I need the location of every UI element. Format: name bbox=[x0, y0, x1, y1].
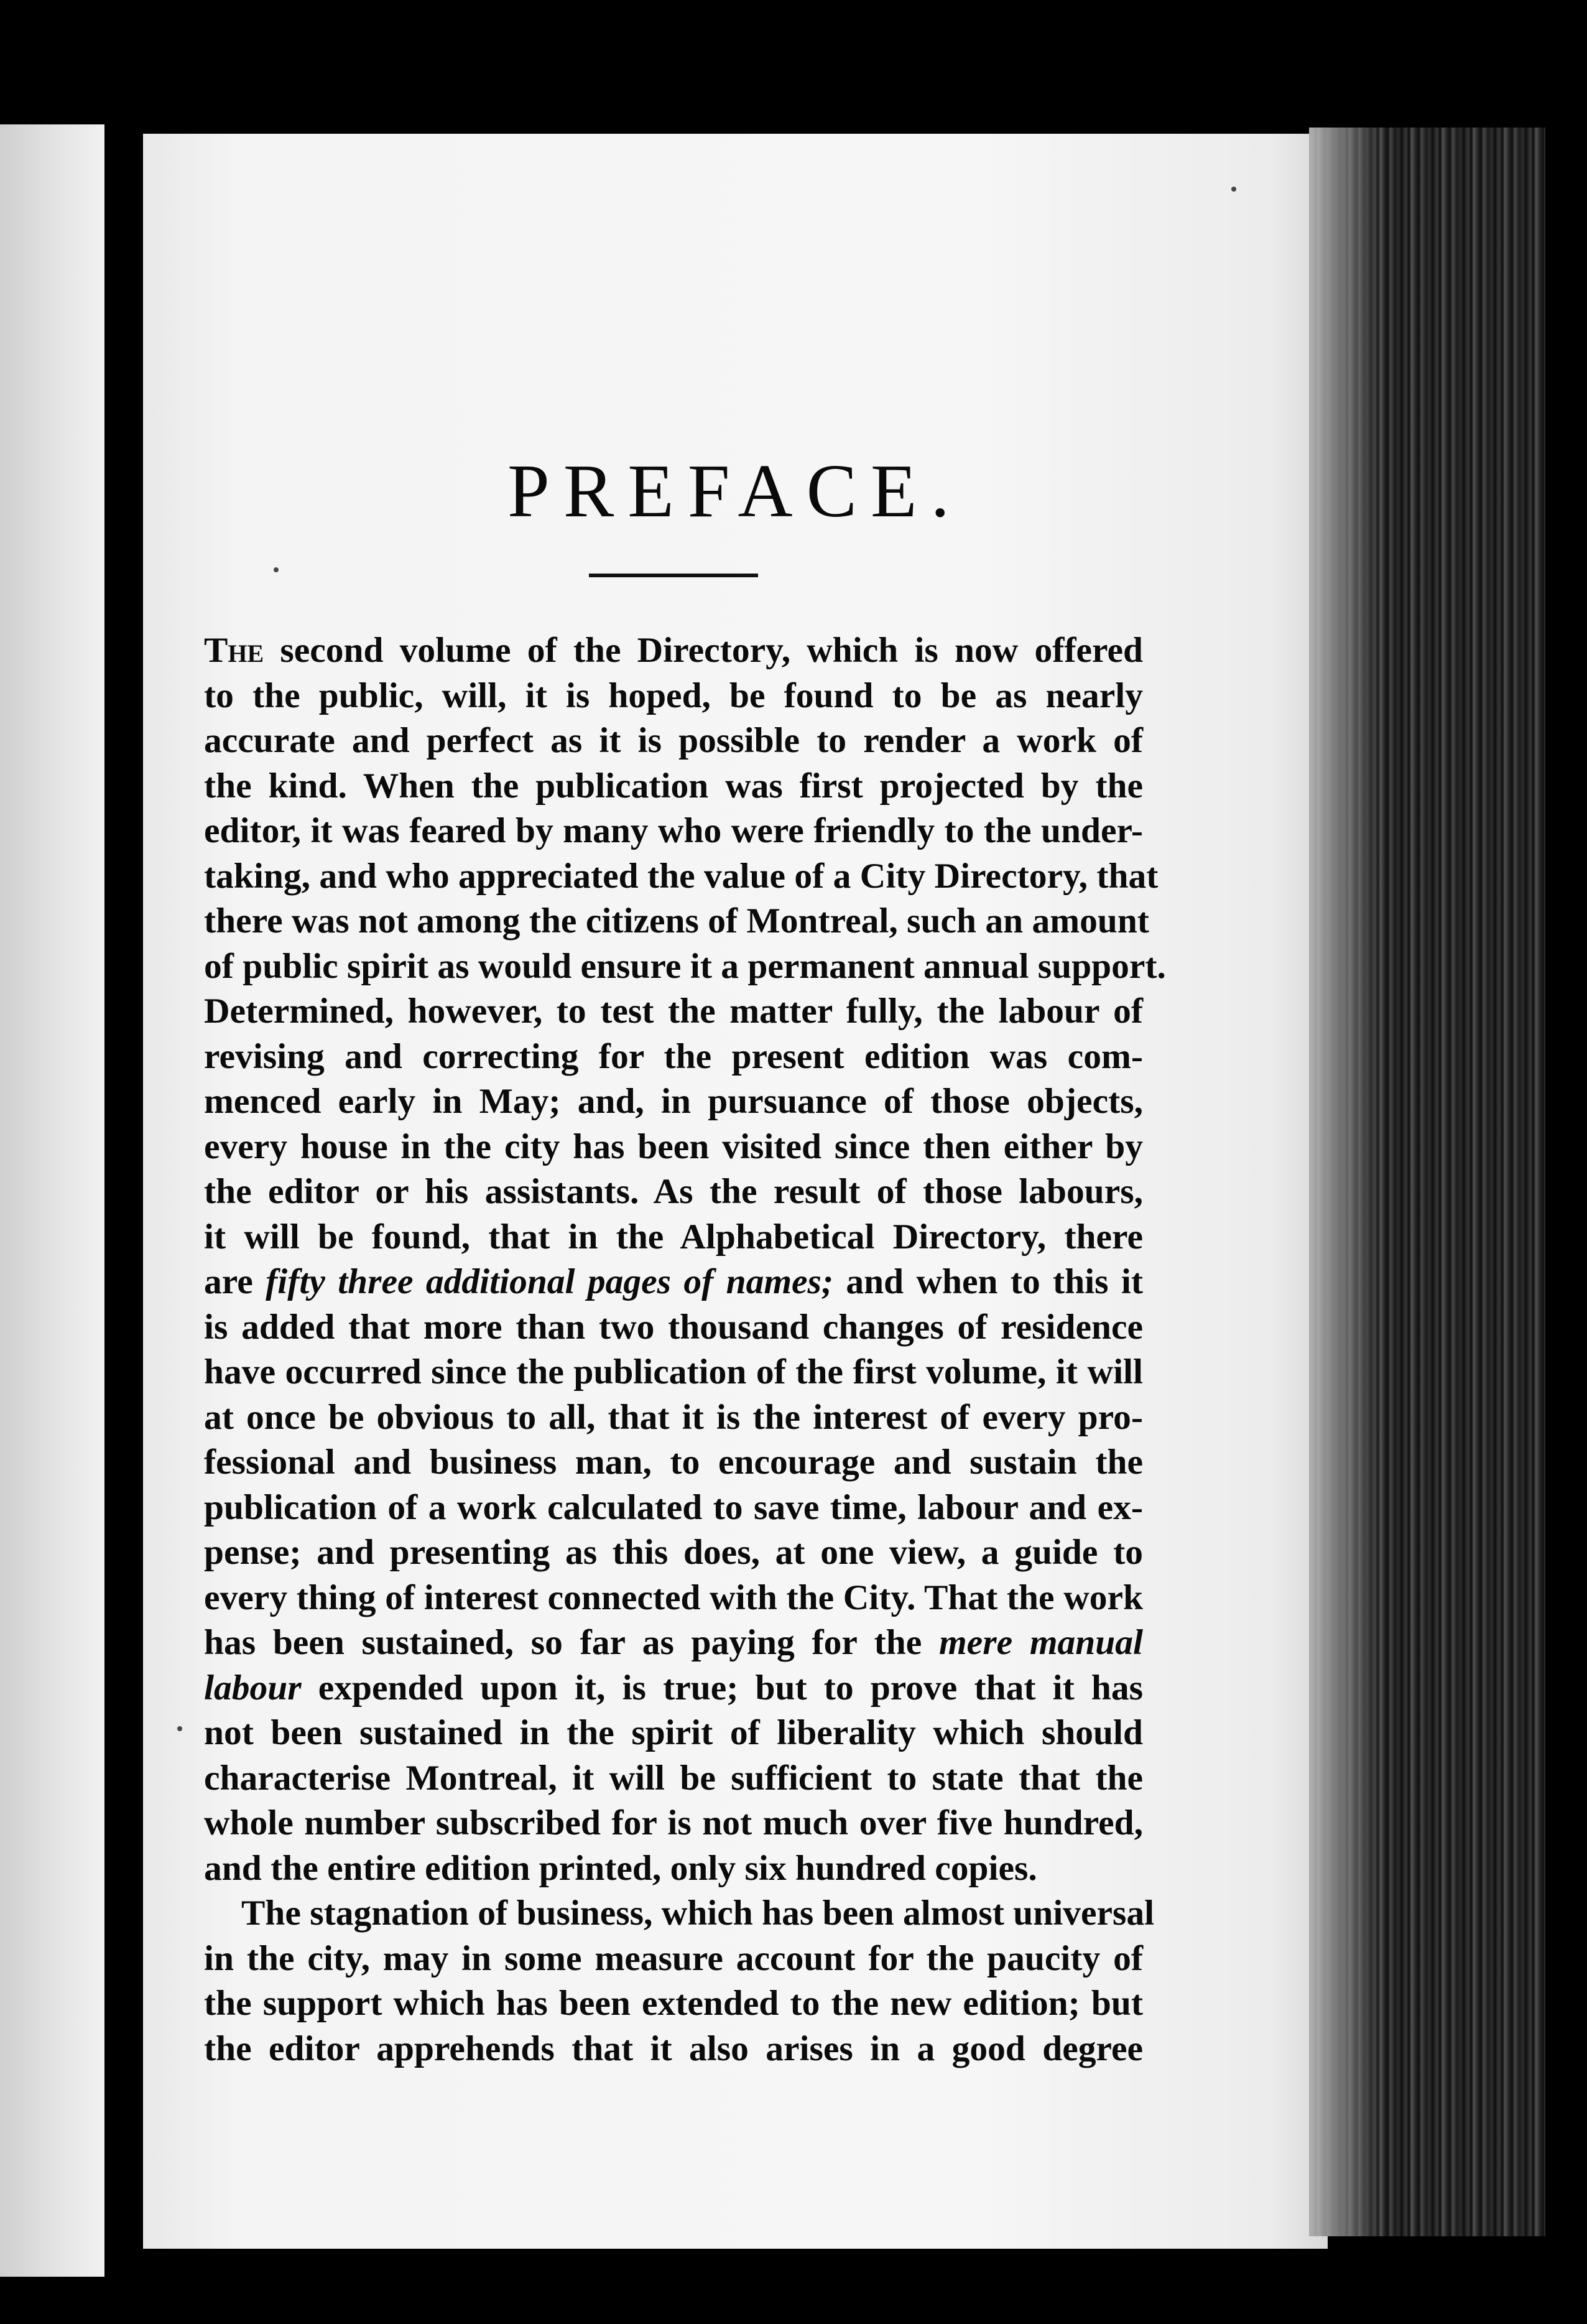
text-line: are fifty three additional pages of names; and when to this it bbox=[204, 1262, 1143, 1301]
text-line: Determined, however, to test the matter fully, the labour of bbox=[204, 992, 1143, 1031]
text-line: have occurred since the publication of the first volume, it will bbox=[204, 1352, 1143, 1392]
text-line: labour expended upon it, is true; but to prove that it has bbox=[204, 1668, 1143, 1708]
italic-phrase: mere manual bbox=[938, 1623, 1143, 1662]
text-line: the editor or his assistants. As the result of those labours, bbox=[204, 1172, 1143, 1211]
text-line: The stagnation of business, which has been almost universal bbox=[241, 1894, 1155, 1933]
facing-page-edge bbox=[0, 124, 104, 2277]
text-line: the editor apprehends that it also arises in a good degree bbox=[204, 2029, 1143, 2068]
text-line: to the public, will, it is hoped, be found to be as nearly bbox=[204, 676, 1143, 715]
text-line: menced early in May; and, in pursuance of those objects, bbox=[204, 1082, 1143, 1121]
drop-word: The bbox=[204, 631, 264, 670]
text-line: in the city, may in some measure account for the paucity of bbox=[204, 1938, 1143, 1978]
scan-speck bbox=[177, 1726, 182, 1731]
italic-phrase: labour bbox=[204, 1668, 302, 1708]
text-line: editor, it was feared by many who were friendly to the under- bbox=[204, 811, 1143, 850]
text-line: characterise Montreal, it will be sufficient to state that the bbox=[204, 1758, 1143, 1798]
scan-speck bbox=[1231, 187, 1236, 192]
text-line: and the entire edition printed, only six hundred copies. bbox=[204, 1848, 1037, 1888]
text-line: pense; and presenting as this does, at one view, a guide to bbox=[204, 1533, 1143, 1572]
gutter-shadow bbox=[104, 124, 143, 2277]
text-line: revising and correcting for the present edition was com- bbox=[204, 1036, 1143, 1076]
text-line: publication of a work calculated to save time, labour and ex- bbox=[204, 1487, 1143, 1527]
text-line: there was not among the citizens of Montreal, such an amount bbox=[204, 901, 1149, 941]
text-line: the support which has been extended to the new edition; but bbox=[204, 1984, 1143, 2023]
text-line: at once be obvious to all, that it is the interest of every pro- bbox=[204, 1397, 1143, 1437]
title-rule bbox=[589, 574, 758, 577]
text-line: accurate and perfect as it is possible to render a work of bbox=[204, 721, 1143, 760]
text-line: The second volume of the Directory, which is now offered bbox=[204, 631, 1143, 670]
text-line: fessional and business man, to encourage and sustain the bbox=[204, 1443, 1143, 1482]
text-line: taking, and who appreciated the value of a City Directory, that bbox=[204, 856, 1159, 896]
text-line: whole number subscribed for is not much over five hundred, bbox=[204, 1803, 1143, 1843]
text-line: every thing of interest connected with the City. That the work bbox=[204, 1578, 1143, 1617]
italic-phrase: fifty three additional pages of names; bbox=[266, 1262, 834, 1301]
preface-body bbox=[204, 628, 1166, 2071]
text-line: every house in the city has been visited since then either by bbox=[204, 1127, 1143, 1166]
text-line: has been sustained, so far as paying for the mere manual bbox=[204, 1623, 1143, 1662]
text-line: is added that more than two thousand changes of residence bbox=[204, 1307, 1143, 1347]
scan-speck bbox=[274, 567, 279, 572]
page-title: PREFACE. bbox=[507, 449, 964, 533]
text-line: it will be found, that in the Alphabetical Directory, there bbox=[204, 1217, 1143, 1257]
text-line: of public spirit as would ensure it a permanent annual support. bbox=[204, 946, 1166, 986]
text-line: the kind. When the publication was first projected by the bbox=[204, 766, 1143, 806]
page-edge-highlight bbox=[1309, 128, 1384, 2236]
text-line: not been sustained in the spirit of liberality which should bbox=[204, 1713, 1143, 1752]
